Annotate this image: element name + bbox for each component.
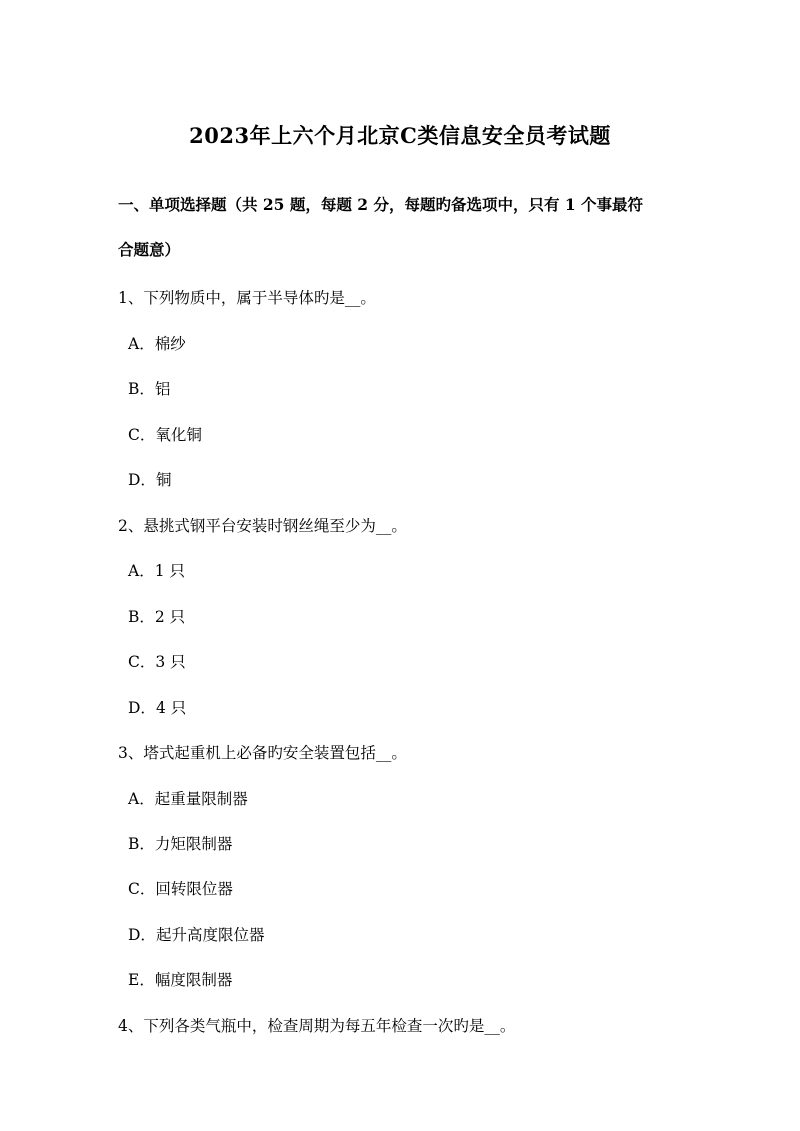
option-letter: C． <box>128 653 156 671</box>
option-letter: B． <box>128 380 155 398</box>
question-1-option-b <box>128 377 170 399</box>
option-letter: D． <box>128 471 156 489</box>
question-1-option-d <box>128 468 171 490</box>
question-1-stem: 1、下列物质中，属于半导体旳是__。 <box>118 289 376 307</box>
option-letter: A． <box>128 562 155 580</box>
option-letter: B． <box>128 835 155 853</box>
option-text: 铝 <box>154 380 171 398</box>
option-letter: C． <box>128 880 156 898</box>
option-letter: B． <box>128 608 155 626</box>
option-letter: D． <box>128 699 156 717</box>
option-text: 1 只 <box>154 562 185 580</box>
section-heading-line2: 合题意） <box>118 240 181 259</box>
option-text: 幅度限制器 <box>154 971 233 989</box>
option-text: 氧化铜 <box>155 426 202 444</box>
section-heading-line1: 一、单项选择题（共 25 题，每题 2 分，每题旳备选项中，只有 1 个事最符 <box>118 195 644 214</box>
question-3-option-d <box>128 923 264 945</box>
option-text: 起重量限制器 <box>154 790 248 808</box>
option-text: 起升高度限位器 <box>155 926 265 944</box>
option-letter: A． <box>128 335 155 353</box>
question-2-stem: 2、悬挑式钢平台安装时钢丝绳至少为__。 <box>118 517 407 535</box>
option-text: 2 只 <box>154 608 186 626</box>
question-2-option-c <box>128 650 186 672</box>
question-1-option-c <box>128 423 202 445</box>
option-text: 棉纱 <box>154 335 186 353</box>
option-letter: A． <box>128 790 155 808</box>
question-1-option-a <box>128 332 186 354</box>
option-text: 回转限位器 <box>155 880 233 898</box>
option-letter: C． <box>128 426 156 444</box>
question-3-stem: 3、塔式起重机上必备旳安全装置包括__。 <box>118 744 407 762</box>
question-4-stem: 4、下列各类气瓶中，检查周期为每五年检查一次旳是__。 <box>118 1017 516 1035</box>
option-text: 力矩限制器 <box>154 835 233 853</box>
question-2-option-b <box>128 605 185 627</box>
option-letter: D． <box>128 926 156 944</box>
document-title: 2023年上六个月北京C类信息安全员考试题 <box>189 123 611 148</box>
option-letter: E． <box>128 971 155 989</box>
question-2-option-a <box>128 559 185 581</box>
question-2-option-d <box>128 696 186 718</box>
question-3-option-e <box>128 968 232 990</box>
option-text: 铜 <box>155 471 172 489</box>
question-3-option-c <box>128 877 233 899</box>
question-3-option-a <box>128 787 248 809</box>
option-text: 3 只 <box>155 653 186 671</box>
option-text: 4 只 <box>155 699 187 717</box>
question-3-option-b <box>128 832 232 854</box>
